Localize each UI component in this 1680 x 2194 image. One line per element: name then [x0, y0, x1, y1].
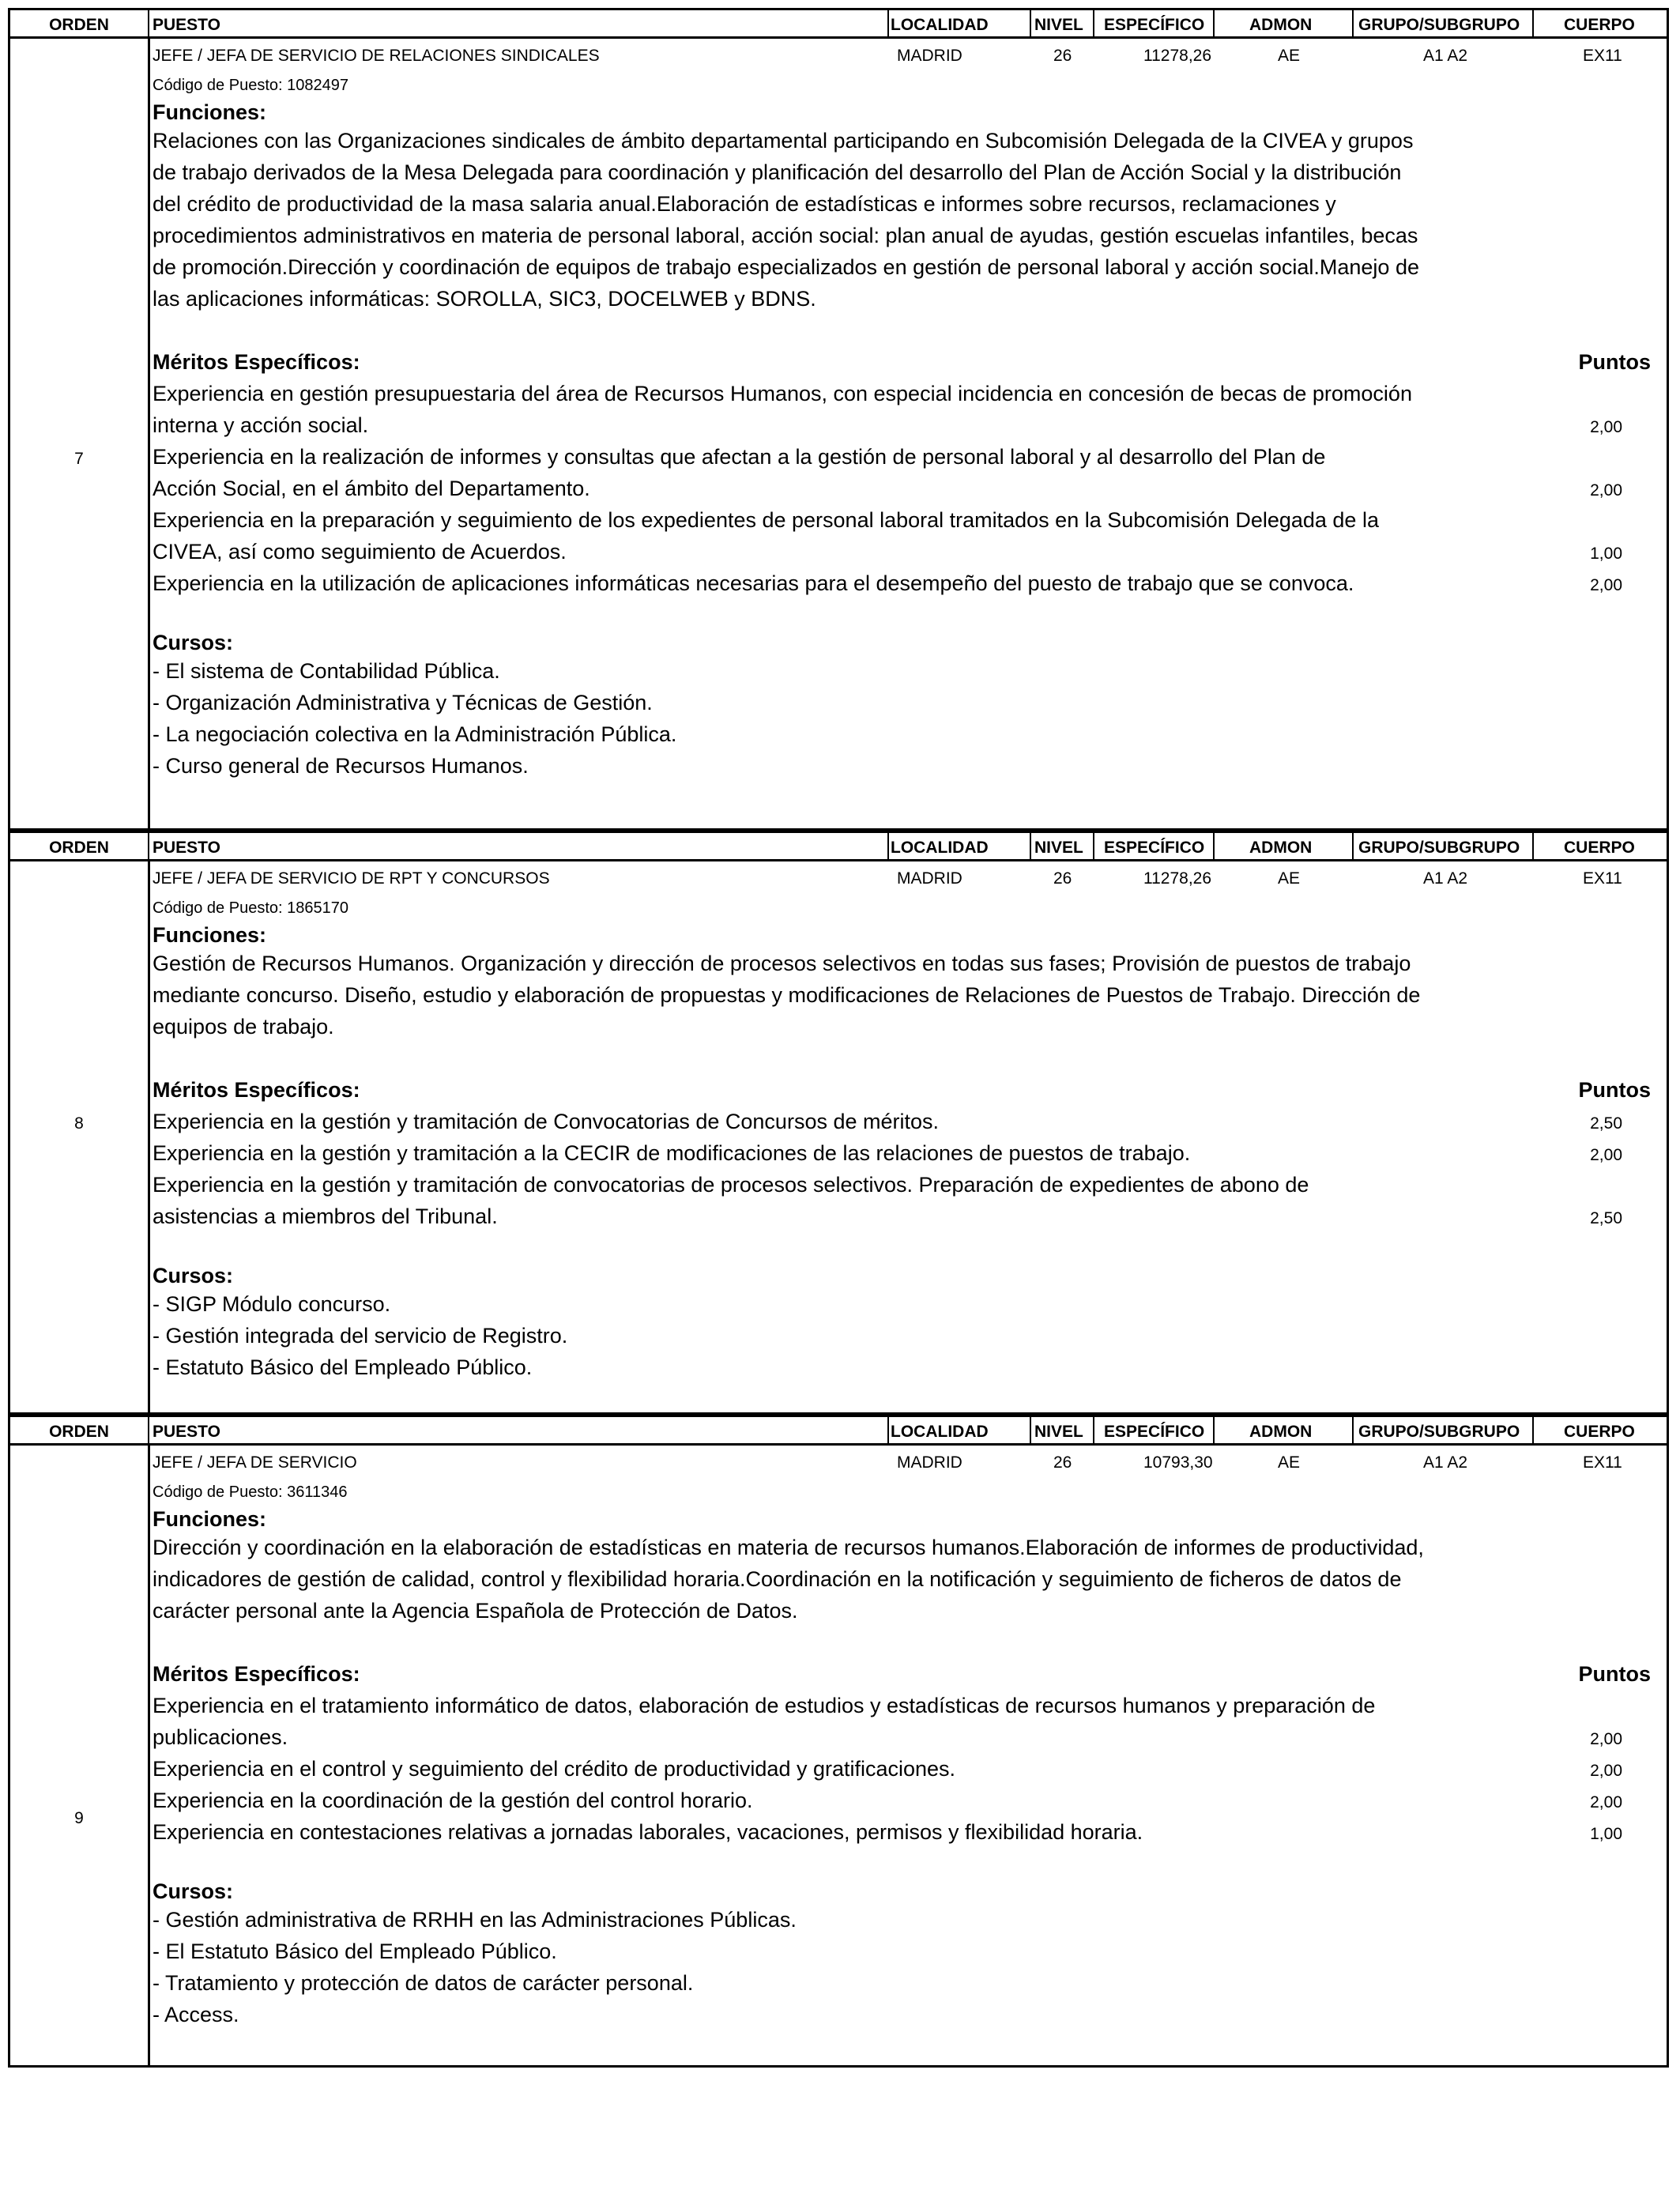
entry-summary-row	[153, 39, 1667, 70]
curso-item: - Organización Administrativa y Técnicas de Gestión.	[153, 691, 653, 714]
cell-localidad: MADRID	[897, 1453, 962, 1472]
header-divider	[1213, 833, 1215, 859]
header-cuerpo: CUERPO	[1564, 839, 1635, 857]
header-orden: ORDEN	[49, 839, 109, 857]
merito-puntos: 2,00	[1590, 481, 1622, 499]
cell-nivel: 26	[1053, 869, 1072, 888]
puntos-heading: Puntos	[1578, 350, 1651, 374]
header-orden: ORDEN	[49, 1423, 109, 1441]
header-grupo: GRUPO/SUBGRUPO	[1358, 16, 1520, 34]
cell-cuerpo: EX11	[1583, 1453, 1622, 1472]
spacer	[153, 1232, 1667, 1264]
header-localidad: LOCALIDAD	[891, 16, 989, 34]
funciones-heading: Funciones:	[153, 923, 267, 947]
header-divider	[1213, 1417, 1215, 1443]
merito-text: Experiencia en la preparación y seguimiento de los expedientes de personal laboral tramitados en la Subcomisión Delegada de la	[153, 508, 1379, 532]
funciones-text: Relaciones con las Organizaciones sindicales de ámbito departamental participando en Subcomisión Delegada de la CIVEA y grupos de trabajo derivados de la Mesa Delegada para coordinación y planificación del desarrollo del Plan de Acción Social y la distribución del crédito de productividad de la masa salaria anual.Elaboración de estadísticas e informes sobre recursos, reclamaciones y procedimientos administrativos en materia de personal laboral, acción social: plan anual de ayudas, gestión escuelas infantiles, becas de promoción.Dirección y coordinación de equipos de trabajo especializados en gestión de personal laboral y acción social.Manejo de las aplicaciones informáticas: SOROLLA, SIC3, DOCELWEB y BDNS.	[153, 129, 1419, 311]
header-admon: ADMON	[1249, 839, 1313, 857]
merito-line	[153, 1785, 1667, 1816]
header-especifico: ESPECÍFICO	[1104, 839, 1205, 857]
puntos-heading: Puntos	[1578, 1078, 1651, 1102]
cell-puesto: JEFE / JEFA DE SERVICIO DE RPT Y CONCURSOS	[153, 869, 550, 888]
cell-grupo: A1 A2	[1423, 1453, 1468, 1472]
header-divider	[1532, 833, 1534, 859]
header-divider	[1030, 1417, 1031, 1443]
orden-divider	[148, 861, 150, 1412]
merito-puntos: 1,00	[1590, 1825, 1622, 1843]
cell-especifico: 11278,26	[1143, 869, 1212, 888]
header-especifico: ESPECÍFICO	[1104, 1423, 1205, 1441]
header-divider	[887, 10, 889, 36]
meritos-heading: Méritos Específicos:	[153, 350, 360, 374]
codigo-puesto: Código de Puesto: 1865170	[153, 899, 348, 917]
orden-value: 9	[74, 1809, 84, 1827]
merito-line	[153, 1137, 1667, 1169]
header-divider	[1352, 10, 1354, 36]
header-nivel: NIVEL	[1034, 839, 1083, 857]
cell-admon: AE	[1278, 869, 1301, 888]
orden-divider	[148, 39, 150, 828]
header-localidad: LOCALIDAD	[891, 1423, 989, 1441]
merito-line	[153, 378, 1667, 409]
merito-text: asistencias a miembros del Tribunal.	[153, 1204, 498, 1228]
cell-localidad: MADRID	[897, 47, 962, 65]
merito-line	[153, 1753, 1667, 1785]
curso-item: - Gestión administrativa de RRHH en las Administraciones Públicas.	[153, 1908, 797, 1932]
cursos-heading: Cursos:	[153, 631, 234, 654]
merito-text: Experiencia en la coordinación de la gestión del control horario.	[153, 1789, 753, 1812]
curso-item: - El sistema de Contabilidad Pública.	[153, 659, 500, 683]
merito-puntos: 2,50	[1590, 1114, 1622, 1133]
merito-line	[153, 567, 1667, 599]
merito-text: Acción Social, en el ámbito del Departamento.	[153, 477, 590, 500]
cell-grupo: A1 A2	[1423, 47, 1468, 65]
header-admon: ADMON	[1249, 1423, 1313, 1441]
meritos-heading-row	[153, 1658, 1667, 1690]
merito-text: Experiencia en la gestión y tramitación de convocatorias de procesos selectivos. Preparación de expedientes de abono de	[153, 1173, 1309, 1197]
puntos-heading: Puntos	[1578, 1662, 1651, 1686]
header-divider	[148, 1417, 149, 1443]
merito-puntos: 2,00	[1590, 1793, 1622, 1811]
merito-text: Experiencia en gestión presupuestaria del área de Recursos Humanos, con especial incidencia en concesión de becas de promoción	[153, 382, 1412, 405]
header-divider	[1030, 10, 1031, 36]
header-divider	[1093, 833, 1094, 859]
header-orden: ORDEN	[49, 16, 109, 34]
merito-text: Experiencia en la realización de informes y consultas que afectan a la gestión de personal laboral y al desarrollo del Plan de	[153, 445, 1326, 469]
orden-divider	[148, 1446, 150, 2065]
meritos-heading: Méritos Específicos:	[153, 1662, 360, 1686]
header-localidad: LOCALIDAD	[891, 839, 989, 857]
cell-cuerpo: EX11	[1583, 47, 1622, 65]
header-divider	[1093, 10, 1094, 36]
curso-item: - La negociación colectiva en la Administración Pública.	[153, 722, 677, 746]
header-admon: ADMON	[1249, 16, 1313, 34]
cell-especifico: 10793,30	[1143, 1453, 1213, 1472]
funciones-text: Dirección y coordinación en la elaboración de estadísticas en materia de recursos humanos.Elaboración de informes de productividad, indicadores de gestión de calidad, control y flexibilidad horaria.Coordinación en la notificación y seguimiento de ficheros de datos de carácter personal ante la Agencia Española de Protección de Datos.	[153, 1536, 1424, 1623]
job-entry	[8, 1446, 1669, 2068]
orden-value: 8	[74, 1114, 84, 1133]
table-header-row	[8, 831, 1669, 861]
document	[8, 8, 1669, 2068]
merito-line	[153, 1721, 1667, 1753]
merito-line	[153, 536, 1667, 567]
header-especifico: ESPECÍFICO	[1104, 16, 1205, 34]
spacer	[153, 1627, 1667, 1658]
header-cuerpo: CUERPO	[1564, 16, 1635, 34]
header-divider	[1352, 833, 1354, 859]
merito-text: Experiencia en el control y seguimiento del crédito de productividad y gratificaciones.	[153, 1757, 956, 1781]
merito-puntos: 2,00	[1590, 1730, 1622, 1748]
curso-item: - El Estatuto Básico del Empleado Público.	[153, 1940, 557, 1963]
curso-item: - Tratamiento y protección de datos de carácter personal.	[153, 1971, 694, 1995]
merito-line	[153, 1201, 1667, 1232]
header-divider	[1030, 833, 1031, 859]
merito-text: publicaciones.	[153, 1725, 288, 1749]
merito-puntos: 1,00	[1590, 545, 1622, 563]
meritos-heading-row	[153, 346, 1667, 378]
cell-nivel: 26	[1053, 47, 1072, 65]
spacer	[153, 599, 1667, 631]
cell-puesto: JEFE / JEFA DE SERVICIO DE RELACIONES SINDICALES	[153, 47, 600, 65]
merito-text: Experiencia en contestaciones relativas a jornadas laborales, vacaciones, permisos y flexibilidad horaria.	[153, 1820, 1143, 1844]
header-puesto: PUESTO	[153, 1423, 220, 1441]
header-divider	[1532, 1417, 1534, 1443]
merito-line	[153, 1169, 1667, 1201]
job-entry	[8, 39, 1669, 831]
merito-line	[153, 409, 1667, 441]
merito-text: interna y acción social.	[153, 413, 369, 437]
merito-puntos: 2,00	[1590, 1762, 1622, 1780]
merito-text: Experiencia en la gestión y tramitación a la CECIR de modificaciones de las relaciones de puestos de trabajo.	[153, 1141, 1191, 1165]
header-divider	[148, 10, 149, 36]
entry-content	[153, 861, 1667, 1383]
header-cuerpo: CUERPO	[1564, 1423, 1635, 1441]
cell-cuerpo: EX11	[1583, 869, 1622, 888]
curso-item: - Gestión integrada del servicio de Registro.	[153, 1324, 568, 1348]
spacer	[153, 1848, 1667, 1879]
codigo-puesto: Código de Puesto: 1082497	[153, 77, 348, 94]
merito-text: CIVEA, así como seguimiento de Acuerdos.	[153, 540, 567, 564]
merito-puntos: 2,00	[1590, 1146, 1622, 1164]
cell-grupo: A1 A2	[1423, 869, 1468, 888]
cell-nivel: 26	[1053, 1453, 1072, 1472]
merito-puntos: 2,00	[1590, 418, 1622, 436]
header-nivel: NIVEL	[1034, 16, 1083, 34]
job-entry	[8, 861, 1669, 1415]
merito-line	[153, 1816, 1667, 1848]
header-divider	[1352, 1417, 1354, 1443]
entry-content	[153, 39, 1667, 782]
header-divider	[887, 1417, 889, 1443]
entry-summary-row	[153, 861, 1667, 893]
entry-summary-row	[153, 1446, 1667, 1477]
merito-line	[153, 504, 1667, 536]
cell-admon: AE	[1278, 47, 1301, 65]
merito-text: Experiencia en el tratamiento informático de datos, elaboración de estudios y estadísticas de recursos humanos y preparación de	[153, 1694, 1376, 1717]
header-nivel: NIVEL	[1034, 1423, 1083, 1441]
cell-localidad: MADRID	[897, 869, 962, 888]
table-header-row	[8, 8, 1669, 39]
merito-puntos: 2,00	[1590, 576, 1622, 594]
curso-item: - Curso general de Recursos Humanos.	[153, 754, 529, 778]
entry-content	[153, 1446, 1667, 2030]
merito-line	[153, 441, 1667, 473]
cursos-heading: Cursos:	[153, 1879, 234, 1903]
spacer	[153, 315, 1667, 346]
curso-item: - Estatuto Básico del Empleado Público.	[153, 1355, 533, 1379]
funciones-text: Gestión de Recursos Humanos. Organización y dirección de procesos selectivos en todas sus fases; Provisión de puestos de trabajo mediante concurso. Diseño, estudio y elaboración de propuestas y modificaciones de Relaciones de Puestos de Trabajo. Dirección de equipos de trabajo.	[153, 952, 1421, 1039]
curso-item: - Access.	[153, 2003, 239, 2026]
orden-value: 7	[74, 450, 84, 468]
cell-admon: AE	[1278, 1453, 1301, 1472]
header-grupo: GRUPO/SUBGRUPO	[1358, 839, 1520, 857]
spacer	[153, 1042, 1667, 1074]
cursos-heading: Cursos:	[153, 1264, 234, 1287]
merito-line	[153, 1106, 1667, 1137]
merito-line	[153, 1690, 1667, 1721]
meritos-heading-row	[153, 1074, 1667, 1106]
table-header-row	[8, 1415, 1669, 1446]
funciones-heading: Funciones:	[153, 100, 267, 124]
merito-text: Experiencia en la utilización de aplicaciones informáticas necesarias para el desempeño del puesto de trabajo que se convoca.	[153, 571, 1354, 595]
header-divider	[148, 833, 149, 859]
funciones-heading: Funciones:	[153, 1507, 267, 1531]
header-puesto: PUESTO	[153, 16, 220, 34]
cell-especifico: 11278,26	[1143, 47, 1212, 65]
header-divider	[1093, 1417, 1094, 1443]
meritos-heading: Méritos Específicos:	[153, 1078, 360, 1102]
header-divider	[1213, 10, 1215, 36]
cell-puesto: JEFE / JEFA DE SERVICIO	[153, 1453, 357, 1472]
header-grupo: GRUPO/SUBGRUPO	[1358, 1423, 1520, 1441]
header-divider	[1532, 10, 1534, 36]
merito-text: Experiencia en la gestión y tramitación de Convocatorias de Concursos de méritos.	[153, 1110, 940, 1133]
merito-line	[153, 473, 1667, 504]
header-divider	[887, 833, 889, 859]
merito-puntos: 2,50	[1590, 1209, 1622, 1227]
header-puesto: PUESTO	[153, 839, 220, 857]
curso-item: - SIGP Módulo concurso.	[153, 1292, 391, 1316]
codigo-puesto: Código de Puesto: 3611346	[153, 1483, 348, 1501]
